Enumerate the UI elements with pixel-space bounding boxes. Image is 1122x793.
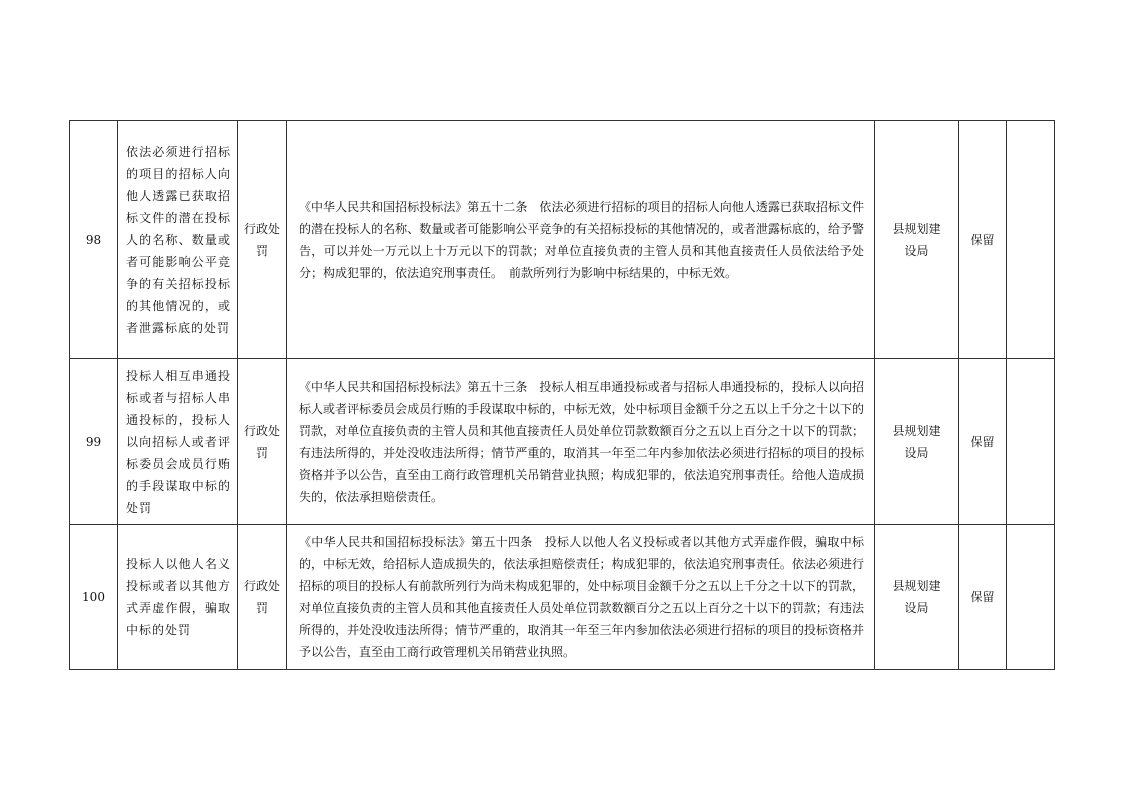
- legal-basis: [287, 525, 875, 670]
- status: 保留: [959, 121, 1007, 359]
- power-list-table: [69, 120, 1055, 670]
- legal-basis-text: 《中华人民共和国招标投标法》第五十三条 投标人相互串通投标或者与招标人串通投标的，投标人以向招标人或者评标委员会成员行贿的手段谋取中标的，中标无效，处中标项目金额千分之五以上千分之十以下的罚款，对单位直接负责的主管人员和其他直接责任人员处单位罚款数额百分之五以上百分之十以下的罚款；有违法所得的，并处没收违法所得；情节严重的，取消其一年至二年内参加依法必须进行招标的项目的投标资格并予以公告，直至由工商行政管理机关吊销营业执照；构成犯罪的，依法追究刑事责任。给他人造成损失的，依法承担赔偿责任。: [299, 379, 864, 504]
- item-category: 行政处罚: [238, 525, 287, 670]
- item-name: 依法必须进行招标的项目的招标人向他人透露已获取招标文件的潜在投标人的名称、数量或者可能影响公平竞争的有关招标投标的其他情况的，或者泄露标底的处罚: [118, 121, 238, 359]
- item-category: 行政处罚: [238, 121, 287, 359]
- status: 保留: [959, 359, 1007, 525]
- legal-basis: [287, 359, 875, 525]
- status: 保留: [959, 525, 1007, 670]
- table-row: [70, 121, 1055, 359]
- table-row: [70, 525, 1055, 670]
- legal-basis: [287, 121, 875, 359]
- note: [1007, 359, 1055, 525]
- row-number: 99: [70, 359, 118, 525]
- row-number: 100: [70, 525, 118, 670]
- table-row: [70, 359, 1055, 525]
- department: 县规划建设局: [875, 525, 959, 670]
- note: [1007, 525, 1055, 670]
- note: [1007, 121, 1055, 359]
- item-category: 行政处罚: [238, 359, 287, 525]
- item-name: 投标人相互串通投标或者与招标人串通投标的，投标人以向招标人或者评标委员会成员行贿的手段谋取中标的处罚: [118, 359, 238, 525]
- row-number: 98: [70, 121, 118, 359]
- department: 县规划建设局: [875, 359, 959, 525]
- department: 县规划建设局: [875, 121, 959, 359]
- legal-basis-text: 《中华人民共和国招标投标法》第五十二条 依法必须进行招标的项目的招标人向他人透露已获取招标文件的潜在投标人的名称、数量或者可能影响公平竞争的有关招标投标的其他情况的，或者泄露标底的，给予警告，可以并处一万元以上十万元以下的罚款；对单位直接负责的主管人员和其他直接责任人员依法给予处分；构成犯罪的，依法追究刑事责任。 前款所列行为影响中标结果的，中标无效。: [299, 199, 864, 280]
- item-name: 投标人以他人名义投标或者以其他方式弄虚作假，骗取中标的处罚: [118, 525, 238, 670]
- legal-basis-text: 《中华人民共和国招标投标法》第五十四条 投标人以他人名义投标或者以其他方式弄虚作假，骗取中标的，中标无效，给招标人造成损失的，依法承担赔偿责任；构成犯罪的，依法追究刑事责任。依法必须进行招标的项目的投标人有前款所列行为尚未构成犯罪的，处中标项目金额千分之五以上千分之十以下的罚款，对单位直接负责的主管人员和其他直接责任人员处单位罚款数额百分之五以上百分之十以下的罚款；有违法所得的，并处没收违法所得；情节严重的，取消其一年至三年内参加依法必须进行招标的项目的投标资格并予以公告，直至由工商行政管理机关吊销营业执照。: [299, 535, 864, 659]
